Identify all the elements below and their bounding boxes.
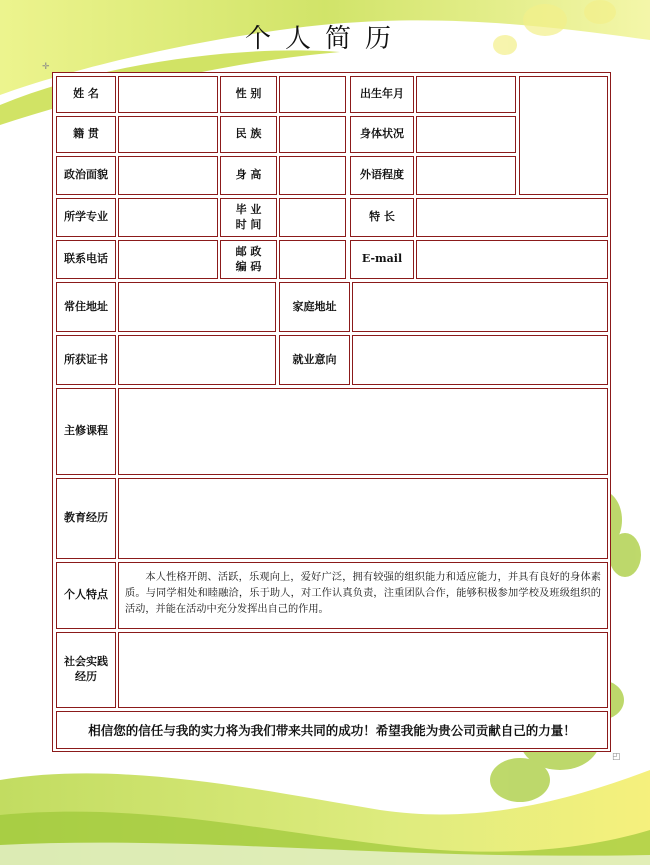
label-certificates: 所获证书 <box>56 335 116 385</box>
label-job-intent: 就业意向 <box>279 335 350 385</box>
value-phone[interactable] <box>118 240 218 279</box>
value-height[interactable] <box>279 156 346 195</box>
value-ethnicity[interactable] <box>279 116 346 153</box>
closing-slogan: 相信您的信任与我的实力将为我们带来共同的成功！希望我能为贵公司贡献自己的力量！ <box>56 711 608 749</box>
table-resize-handle[interactable]: ◰ <box>612 752 621 762</box>
label-practice: 社会实践 经历 <box>56 632 116 708</box>
label-postcode: 邮 政 编 码 <box>220 240 277 279</box>
label-gender: 性 别 <box>220 76 277 113</box>
value-major[interactable] <box>118 198 218 237</box>
value-certificates[interactable] <box>118 335 276 385</box>
value-birth[interactable] <box>416 76 516 113</box>
value-health[interactable] <box>416 116 516 153</box>
label-specialty: 特 长 <box>350 198 414 237</box>
value-courses[interactable] <box>118 388 608 475</box>
label-birth: 出生年月 <box>350 76 414 113</box>
value-education[interactable] <box>118 478 608 559</box>
label-home-address: 家庭地址 <box>279 282 350 332</box>
label-courses: 主修课程 <box>56 388 116 475</box>
label-health: 身体状况 <box>350 116 414 153</box>
label-traits: 个人特点 <box>56 562 116 629</box>
label-ethnicity: 民 族 <box>220 116 277 153</box>
label-grad-time: 毕 业 时 间 <box>220 198 277 237</box>
value-home-address[interactable] <box>352 282 608 332</box>
table-move-handle[interactable]: ✛ <box>42 62 50 72</box>
resume-table <box>52 72 611 752</box>
value-address[interactable] <box>118 282 276 332</box>
label-language: 外语程度 <box>350 156 414 195</box>
label-address: 常住地址 <box>56 282 116 332</box>
value-political[interactable] <box>118 156 218 195</box>
value-grad-time[interactable] <box>279 198 346 237</box>
value-specialty[interactable] <box>416 198 608 237</box>
label-major: 所学专业 <box>56 198 116 237</box>
value-hometown[interactable] <box>118 116 218 153</box>
value-name[interactable] <box>118 76 218 113</box>
label-email: E-mail <box>350 240 414 279</box>
label-hometown: 籍 贯 <box>56 116 116 153</box>
page-title: 个人简历 <box>244 24 405 54</box>
photo-box[interactable] <box>519 76 608 195</box>
value-language[interactable] <box>416 156 516 195</box>
value-job-intent[interactable] <box>352 335 608 385</box>
label-height: 身 高 <box>220 156 277 195</box>
value-postcode[interactable] <box>279 240 346 279</box>
value-practice[interactable] <box>118 632 608 708</box>
label-political: 政治面貌 <box>56 156 116 195</box>
label-name: 姓 名 <box>56 76 116 113</box>
label-phone: 联系电话 <box>56 240 116 279</box>
value-email[interactable] <box>416 240 608 279</box>
label-education: 教育经历 <box>56 478 116 559</box>
value-traits[interactable]: 本人性格开朗、活跃，乐观向上，爱好广泛，拥有较强的组织能力和适应能力，并具有良好的身体素质。与同学相处和睦融洽，乐于助人，对工作认真负责，注重团队合作，能够积极参加学校及班级组织的活动，并能在活动中充分发挥出自己的作用。 <box>118 562 608 629</box>
value-gender[interactable] <box>279 76 346 113</box>
